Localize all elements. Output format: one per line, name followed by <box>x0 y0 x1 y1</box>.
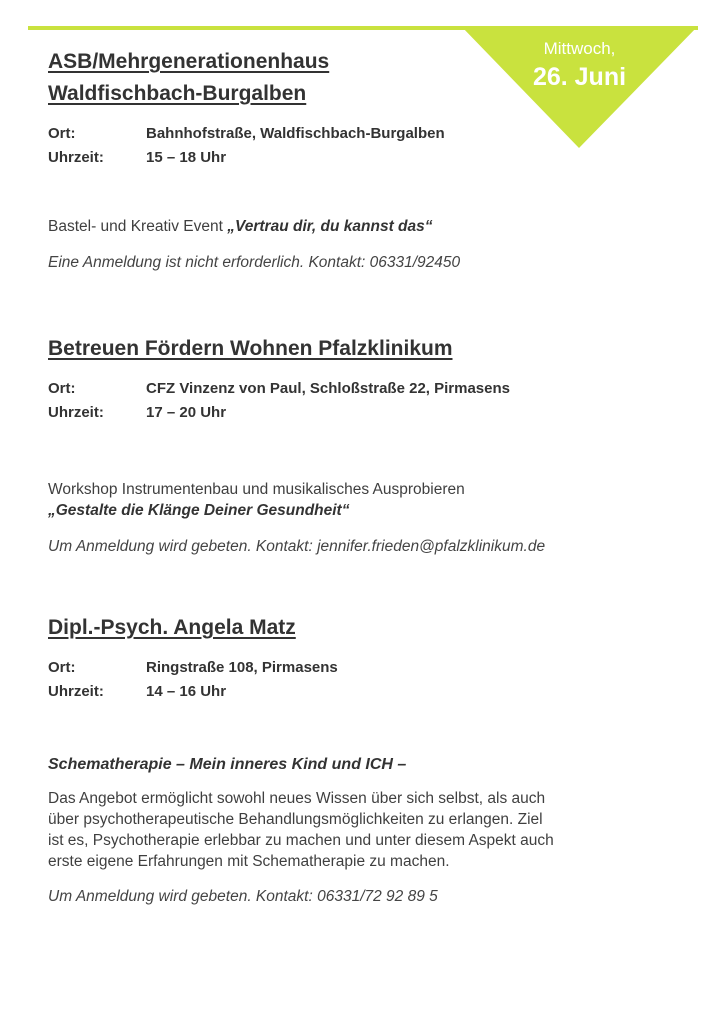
description-line: ist es, Psychotherapie erlebbar zu machen und unter diesem Aspekt auch <box>48 832 554 849</box>
location-value: CFZ Vinzenz von Paul, Schloßstraße 22, Pirmasens <box>146 380 510 397</box>
event-description <box>48 788 648 872</box>
time-label: Uhrzeit: <box>48 404 104 421</box>
description-motto: „Gestalte die Klänge Deiner Gesundheit“ <box>48 502 350 519</box>
event-description <box>48 216 648 237</box>
registration-note: Eine Anmeldung ist nicht erforderlich. Kontakt: 06331/92450 <box>48 254 461 271</box>
badge-date: 26. Juni <box>532 63 627 91</box>
event-section-1 <box>48 46 648 273</box>
event-title: Dipl.-Psych. Angela Matz <box>48 616 296 639</box>
location-value: Bahnhofstraße, Waldfischbach-Burgalben <box>146 125 445 142</box>
time-row <box>48 401 648 425</box>
location-label: Ort: <box>48 125 76 142</box>
badge-weekday: Mittwoch, <box>543 39 616 58</box>
description-text: Workshop Instrumentenbau und musikalisches Ausprobieren <box>48 481 465 498</box>
time-row <box>48 146 648 170</box>
time-value: 14 – 16 Uhr <box>146 683 227 700</box>
time-value: 17 – 20 Uhr <box>146 404 227 421</box>
location-row <box>48 122 648 146</box>
time-label: Uhrzeit: <box>48 149 104 166</box>
event-meta <box>48 122 648 170</box>
time-label: Uhrzeit: <box>48 683 104 700</box>
description-motto: „Vertrau dir, du kannst das“ <box>227 218 433 235</box>
event-subheading: Schematherapie – Mein inneres Kind und ICH – <box>48 756 407 773</box>
description-line: erste eigene Erfahrungen mit Schematherapie zu machen. <box>48 853 450 870</box>
time-row <box>48 680 648 704</box>
event-section-2 <box>48 333 648 557</box>
event-title-line-2: Waldfischbach-Burgalben <box>48 82 307 105</box>
event-meta <box>48 377 648 425</box>
location-row <box>48 656 648 680</box>
event-meta <box>48 656 648 704</box>
description-line: Das Angebot ermöglicht sowohl neues Wissen über sich selbst, als auch <box>48 790 546 807</box>
event-title <box>48 46 648 110</box>
registration-note: Um Anmeldung wird gebeten. Kontakt: 06331/72 92 89 5 <box>48 888 438 905</box>
event-section-3 <box>48 612 648 907</box>
event-description <box>48 479 648 521</box>
location-row <box>48 377 648 401</box>
time-value: 15 – 18 Uhr <box>146 149 227 166</box>
location-label: Ort: <box>48 659 76 676</box>
event-title: Betreuen Fördern Wohnen Pfalzklinikum <box>48 337 453 360</box>
registration-note: Um Anmeldung wird gebeten. Kontakt: jennifer.frieden@pfalzklinikum.de <box>48 538 546 555</box>
location-label: Ort: <box>48 380 76 397</box>
event-title-line-1: ASB/Mehrgenerationenhaus <box>48 50 330 73</box>
description-line: über psychotherapeutische Behandlungsmöglichkeiten zu erlangen. Ziel <box>48 811 543 828</box>
description-text: Bastel- und Kreativ Event <box>48 218 228 235</box>
location-value: Ringstraße 108, Pirmasens <box>146 659 338 676</box>
